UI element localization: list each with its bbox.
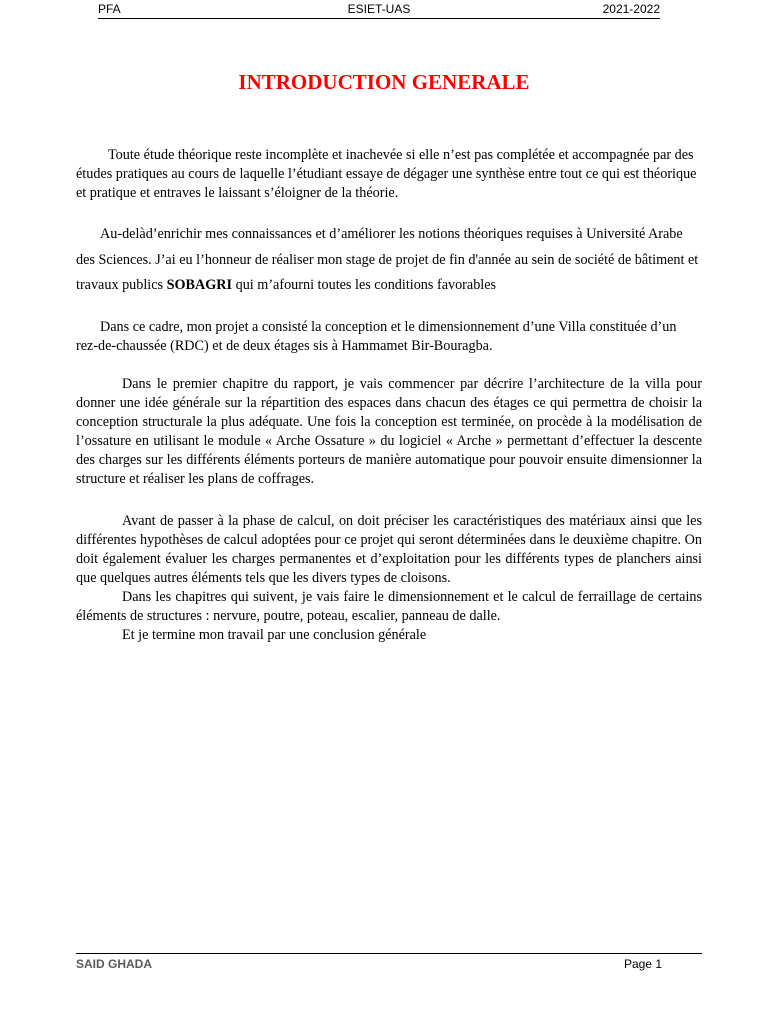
paragraph-text xyxy=(76,222,702,299)
paragraph-chapters xyxy=(76,512,702,645)
header-year: 2021-2022 xyxy=(602,2,660,16)
page-number: Page 1 xyxy=(623,957,662,971)
footer-divider xyxy=(76,953,702,954)
paragraph-project xyxy=(76,318,702,356)
paragraph-text: Toute étude théorique reste incomplète et inachevée si elle n’est pas complétée et accompagnée par des études pratiques au cours de laquelle l’étudiant essaye de dégager une synthèse entre tout ce qui est théorique et pratique et entraves le laissant s’éloigner de la théorie. xyxy=(76,147,697,201)
paragraph-intro xyxy=(76,146,702,203)
paragraph-internship xyxy=(76,222,702,299)
page-header xyxy=(98,0,660,19)
page-footer xyxy=(76,955,662,973)
paragraph-text: Avant de passer à la phase de calcul, on doit préciser les caractéristiques des matériaux ainsi que les différentes hypothèses de calcul adoptées pour ce projet qui seront déterminées dans le deuxième chapitre. On doit également évaluer les charges permanentes et d’exploitation pour les différents types de planchers ainsi que quelques autres éléments tels que les divers types de cloisons. xyxy=(76,513,702,586)
paragraph-text: Dans les chapitres qui suivent, je vais faire le dimensionnement et le calcul de ferraillage de certains éléments de structures : nervure, poutre, poteau, escalier, panneau de dalle. xyxy=(76,589,702,624)
header-course: PFA xyxy=(98,2,121,16)
footer-author: SAID GHADA xyxy=(76,957,153,971)
paragraph-chapter-one xyxy=(76,375,702,489)
header-school: ESIET-UAS xyxy=(347,2,411,16)
paragraph-text: Et je termine mon travail par une conclusion générale xyxy=(122,627,427,643)
paragraph-text-part: qui m’afourni toutes les conditions favorables xyxy=(232,277,497,293)
paragraph-text: Dans le premier chapitre du rapport, je vais commencer par décrire l’architecture de la villa pour donner une idée générale sur la répartition des espaces dans chacun des étages ce qui permettra de choisir la conception structurale la plus adéquate. Une fois la conception est terminée, on procède à la modélisation de l’ossature en utilisant le module « Arche Ossature » du logiciel « Arche » permettant d’effectuer la descente des charges sur les différents éléments porteurs de manière automatique pour pouvoir ensuite dimensionner la structure et réaliser les plans de coffrages. xyxy=(76,376,702,487)
page-title: INTRODUCTION GENERALE xyxy=(238,70,530,94)
paragraph-text: Dans ce cadre, mon projet a consisté la conception et le dimensionnement d’une Villa constituée d’un rez-de-chaussée (RDC) et de deux étages sis à Hammamet Bir-Bouragba. xyxy=(76,319,677,354)
company-name: SOBAGRI xyxy=(166,277,233,293)
paragraph-text-part: Au-delàd’enrichir mes connaissances et d’améliorer les notions théoriques requises à Université Arabe des Sciences. J’ai eu l’honneur de réaliser mon stage de projet de fin d'année au sein de société de bâtiment et travaux publics xyxy=(76,226,699,293)
